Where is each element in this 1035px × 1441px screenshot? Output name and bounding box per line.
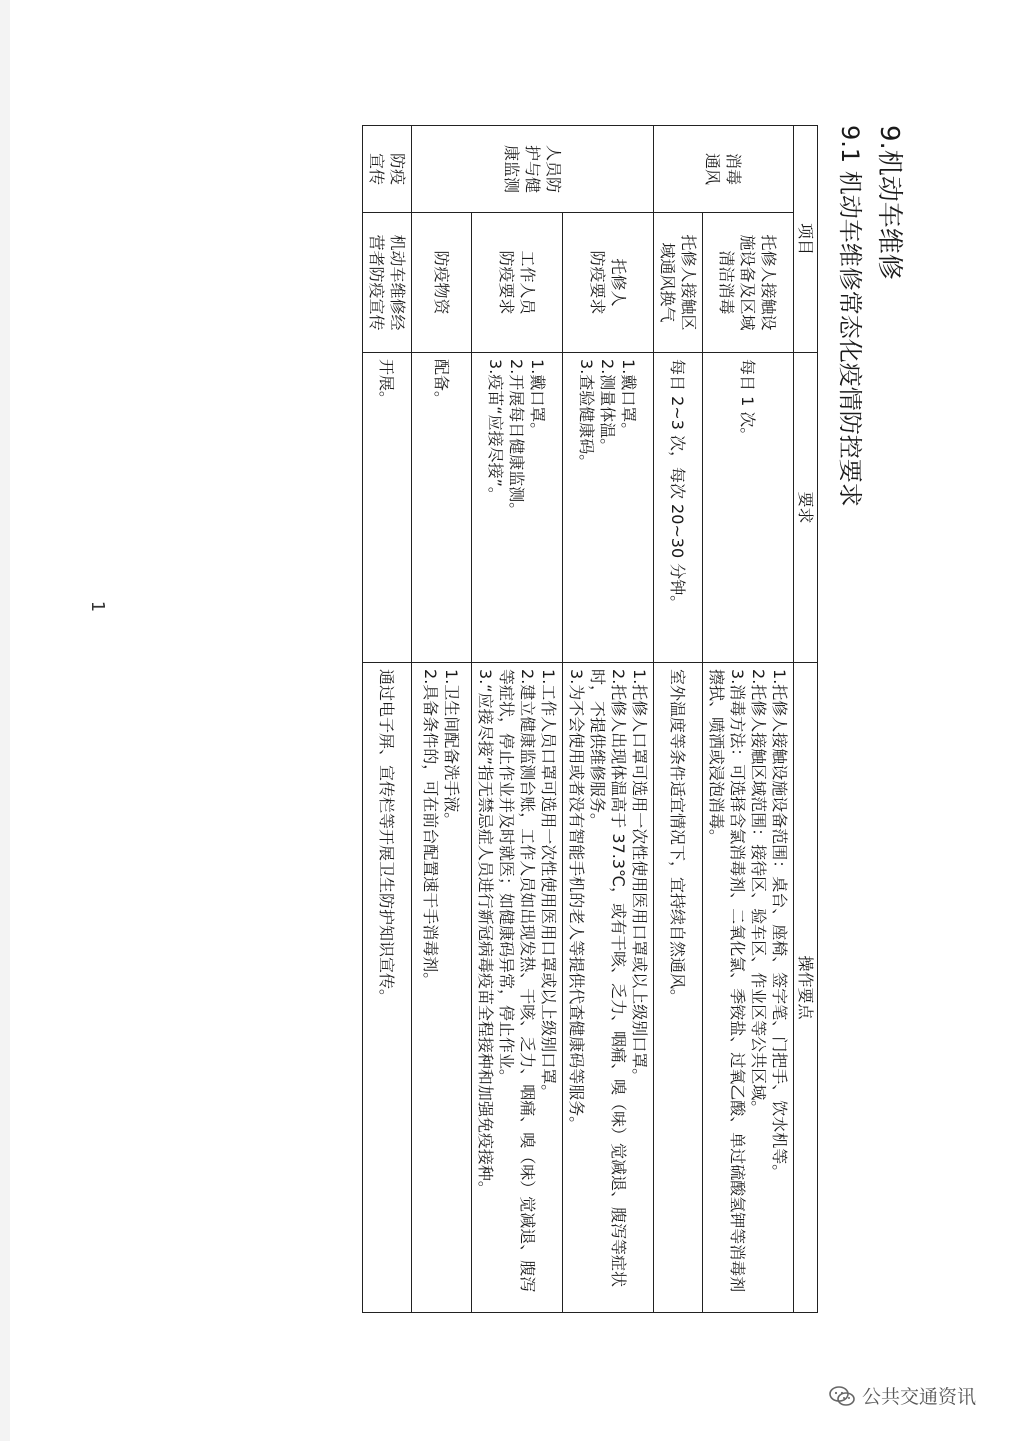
subsection-heading: 9.1 机动车维修常态化疫情防控要求 [836, 125, 864, 507]
document-page [10, 0, 1035, 1441]
page-number: 1 [87, 600, 109, 613]
category-cell: 防疫 宣传 [363, 126, 412, 213]
requirement-cell: 1.戴口罩。 2.测量体温。 3.查验健康码。 [563, 353, 654, 663]
sub-item-cell: 机动车维修经 营者防疫宣传 [363, 213, 412, 353]
table-row [363, 126, 412, 1313]
table-row [703, 126, 794, 1313]
header-operation: 操作要点 [794, 663, 818, 1313]
section-heading: 9.机动车维修 [874, 125, 904, 280]
requirement-cell: 1.戴口罩。 2.开展每日健康监测。 3.疫苗“应接尽接”。 [472, 353, 563, 663]
operation-cell: 1.工作人员口罩可选用一次性使用医用口罩或以上级别口罩。 2.建立健康监测台账，工作人员如出现发热、干咳、乏力、咽痛、嗅（味）觉减退、腹泻等症状，停止作业并及时就医；如健康码异常，停止作业。 3.“应接尽接”指无禁忌症人员进行新冠病毒疫苗全程接种和加强免疫接种。 [472, 663, 563, 1313]
header-item: 项目 [794, 126, 818, 353]
table-row [654, 126, 703, 1313]
operation-cell: 1.托修人接触设施设备范围：桌台、座椅、签字笔、门把手、饮水机等。 2.托修人接触区域范围：接待区、验车区、作业区等公共区域。 3.消毒方法：可选择含氯消毒剂、二氧化氯、季铵盐、过氧乙酸、单过硫酸氢钾等消毒剂擦拭、喷洒或浸泡消毒。 [703, 663, 794, 1313]
table-row [472, 126, 563, 1313]
watermark-text: 公共交通资讯 [862, 1386, 977, 1408]
rotated-content [350, 100, 910, 1340]
table-row [412, 126, 472, 1313]
sub-item-cell: 托修人接触设 施设备及区域 清洁消毒 [703, 213, 794, 353]
sub-item-cell: 防疫物资 [412, 213, 472, 353]
sub-item-cell: 托修人接触区 域通风换气 [654, 213, 703, 353]
sub-item-cell: 工作人员 防疫要求 [472, 213, 563, 353]
requirements-table [362, 125, 818, 1313]
requirement-cell: 每日 2~3 次，每次 20~30 分钟。 [654, 353, 703, 663]
operation-cell: 室外温度等条件适宜情况下，宜持续自然通风。 [654, 663, 703, 1313]
wechat-icon [828, 1385, 856, 1407]
category-cell: 消毒 通风 [654, 126, 794, 213]
header-requirement: 要求 [794, 353, 818, 663]
operation-cell: 1.托修人口罩可选用一次性使用医用口罩或以上级别口罩。 2.托修人出现体温高于 37.3℃，或有干咳、乏力、咽痛、嗅（味）觉减退、腹泻等症状时，不提供维修服务。 3.为不会使用或者没有智能手机的老人等提供代查健康码等服务。 [563, 663, 654, 1313]
operation-cell: 1.卫生间配备洗手液。 2.具备条件的，可在前台配置速干手消毒剂。 [412, 663, 472, 1313]
category-cell: 人员防 护与健 康监测 [412, 126, 654, 213]
requirement-cell: 配备。 [412, 353, 472, 663]
requirement-cell: 每日 1 次。 [703, 353, 794, 663]
watermark [828, 1382, 976, 1409]
table-row [563, 126, 654, 1313]
table-header-row [794, 126, 818, 1313]
requirement-cell: 开展。 [363, 353, 412, 663]
operation-cell: 通过电子屏、宣传栏等开展卫生防护知识宣传。 [363, 663, 412, 1313]
sub-item-cell: 托修人 防疫要求 [563, 213, 654, 353]
